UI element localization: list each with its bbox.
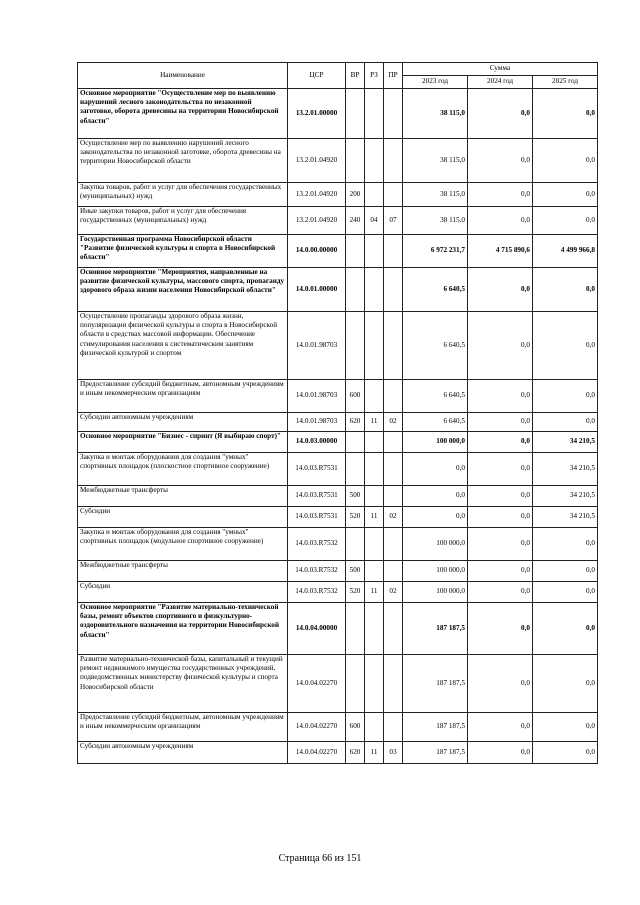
row-name: Межбюджетные трансферты	[78, 561, 288, 582]
header-name: Наименование	[78, 63, 288, 89]
row-code: 14.0.03.R7531	[288, 453, 346, 486]
row-vr: 620	[346, 413, 365, 432]
row-pr	[384, 561, 403, 582]
row-name: Осуществление пропаганды здорового образа жизни, популяризации физической культуры и спорта в Новосибирской области в средствах массовой информации. Обеспечение стимулирования населения к систематическим занятиям физической культурой и спортом	[78, 312, 288, 380]
row-sum-2025: 0,0	[533, 183, 598, 207]
row-sum-2024: 0,0	[468, 139, 533, 183]
row-vr	[346, 139, 365, 183]
row-sum-2023: 6 972 231,7	[403, 235, 468, 268]
table-row	[78, 655, 598, 713]
row-name: Субсидии автономным учреждениям	[78, 413, 288, 432]
row-name: Государственная программа Новосибирской области "Развитие физической культуры и спорта в Новосибирской области"	[78, 235, 288, 268]
row-code: 14.0.03.R7532	[288, 528, 346, 561]
row-sum-2024: 0,0	[468, 183, 533, 207]
row-rz	[365, 312, 384, 380]
row-sum-2024: 0,0	[468, 713, 533, 742]
header-year-2024: 2024 год	[468, 76, 533, 89]
row-vr	[346, 432, 365, 453]
row-pr	[384, 528, 403, 561]
row-rz	[365, 453, 384, 486]
row-vr: 500	[346, 561, 365, 582]
row-sum-2024: 0,0	[468, 742, 533, 764]
row-sum-2025: 0,0	[533, 207, 598, 235]
row-code: 14.0.03.R7531	[288, 486, 346, 507]
header-year-2025: 2025 год	[533, 76, 598, 89]
row-sum-2025: 0,0	[533, 528, 598, 561]
row-sum-2024: 0,0	[468, 380, 533, 413]
row-vr: 240	[346, 207, 365, 235]
header-csr: ЦСР	[288, 63, 346, 89]
row-sum-2023: 187 187,5	[403, 742, 468, 764]
row-sum-2023: 6 640,5	[403, 380, 468, 413]
row-rz	[365, 139, 384, 183]
row-sum-2024: 0,0	[468, 268, 533, 312]
row-sum-2023: 6 640,5	[403, 268, 468, 312]
row-vr	[346, 603, 365, 655]
table-row	[78, 507, 598, 528]
row-pr	[384, 713, 403, 742]
row-sum-2025: 0,0	[533, 603, 598, 655]
row-sum-2025: 0,0	[533, 413, 598, 432]
row-rz	[365, 561, 384, 582]
row-sum-2025: 34 210,5	[533, 432, 598, 453]
budget-table	[77, 62, 598, 764]
row-name: Основное мероприятие "Мероприятия, направленные на развитие физической культуры, массового спорта, пропаганду здорового образа жизни населения Новосибирской области"	[78, 268, 288, 312]
row-rz	[365, 380, 384, 413]
row-code: 14.0.04.02270	[288, 713, 346, 742]
row-sum-2023: 100 000,0	[403, 528, 468, 561]
row-sum-2025: 0,0	[533, 713, 598, 742]
table-row	[78, 603, 598, 655]
row-code: 14.0.01.98703	[288, 312, 346, 380]
row-sum-2024: 0,0	[468, 413, 533, 432]
row-pr	[384, 432, 403, 453]
row-vr	[346, 528, 365, 561]
row-vr	[346, 235, 365, 268]
row-sum-2023: 187 187,5	[403, 603, 468, 655]
row-sum-2024: 0,0	[468, 432, 533, 453]
row-code: 14.0.03.R7532	[288, 582, 346, 603]
row-name: Основное мероприятие "Осуществление мер по выявлению нарушений лесного законодательства по незаконной заготовке, оборота древесины на территории Новосибирской области"	[78, 89, 288, 139]
row-sum-2023: 6 640,5	[403, 312, 468, 380]
row-vr	[346, 268, 365, 312]
row-rz	[365, 432, 384, 453]
row-pr	[384, 486, 403, 507]
row-vr	[346, 453, 365, 486]
row-rz	[365, 235, 384, 268]
row-sum-2024: 0,0	[468, 655, 533, 713]
row-pr: 03	[384, 742, 403, 764]
row-vr: 600	[346, 380, 365, 413]
row-pr	[384, 235, 403, 268]
row-sum-2024: 0,0	[468, 486, 533, 507]
row-code: 14.0.03.R7531	[288, 507, 346, 528]
row-pr	[384, 183, 403, 207]
row-sum-2024: 0,0	[468, 507, 533, 528]
table-row	[78, 183, 598, 207]
row-vr	[346, 89, 365, 139]
row-sum-2025: 34 210,5	[533, 507, 598, 528]
row-sum-2023: 38 115,0	[403, 139, 468, 183]
table-row	[78, 453, 598, 486]
header-pr: ПР	[384, 63, 403, 89]
row-sum-2023: 38 115,0	[403, 183, 468, 207]
row-sum-2023: 100 000,0	[403, 561, 468, 582]
row-name: Предоставление субсидий бюджетным, автономным учреждениям и иным некоммерческим организациям	[78, 380, 288, 413]
row-name: Иные закупки товаров, работ и услуг для обеспечения государственных (муниципальных) нужд	[78, 207, 288, 235]
row-vr: 620	[346, 742, 365, 764]
row-sum-2025: 0,0	[533, 380, 598, 413]
table-row	[78, 713, 598, 742]
row-code: 13.2.01.00000	[288, 89, 346, 139]
row-pr: 02	[384, 413, 403, 432]
row-sum-2024: 0,0	[468, 528, 533, 561]
row-sum-2023: 0,0	[403, 486, 468, 507]
row-code: 14.0.03.R7532	[288, 561, 346, 582]
table-row	[78, 235, 598, 268]
row-sum-2023: 100 000,0	[403, 582, 468, 603]
row-name: Предоставление субсидий бюджетным, автономным учреждениям и иным некоммерческим организациям	[78, 713, 288, 742]
row-sum-2024: 4 715 890,6	[468, 235, 533, 268]
row-name: Субсидии	[78, 582, 288, 603]
row-pr	[384, 380, 403, 413]
table-row	[78, 268, 598, 312]
table-row	[78, 561, 598, 582]
row-sum-2024: 0,0	[468, 582, 533, 603]
row-pr	[384, 603, 403, 655]
row-code: 13.2.01.04920	[288, 207, 346, 235]
row-rz	[365, 486, 384, 507]
row-code: 13.2.01.04920	[288, 139, 346, 183]
table-row	[78, 486, 598, 507]
row-vr: 500	[346, 486, 365, 507]
row-sum-2023: 38 115,0	[403, 207, 468, 235]
row-sum-2025: 0,0	[533, 139, 598, 183]
row-sum-2024: 0,0	[468, 453, 533, 486]
row-name: Развитие материально-технической базы, капитальный и текущий ремонт недвижимого имущества государственных учреждений, подведомственных министерству физической культуры и спорта Новосибирской области	[78, 655, 288, 713]
row-sum-2023: 38 115,0	[403, 89, 468, 139]
row-rz	[365, 183, 384, 207]
row-code: 14.0.04.02270	[288, 655, 346, 713]
row-rz: 04	[365, 207, 384, 235]
row-sum-2023: 0,0	[403, 507, 468, 528]
row-code: 14.0.01.00000	[288, 268, 346, 312]
row-rz: 11	[365, 742, 384, 764]
table-row	[78, 89, 598, 139]
row-vr: 200	[346, 183, 365, 207]
row-sum-2023: 0,0	[403, 453, 468, 486]
table-row	[78, 432, 598, 453]
row-sum-2025: 0,0	[533, 89, 598, 139]
row-code: 14.0.03.00000	[288, 432, 346, 453]
header-year-2023: 2023 год	[403, 76, 468, 89]
row-name: Осуществление мер по выявлению нарушений лесного законодательства по незаконной заготовке, оборота древесины на территории Новосибирской области	[78, 139, 288, 183]
row-code: 14.0.01.98703	[288, 413, 346, 432]
row-sum-2025: 0,0	[533, 268, 598, 312]
row-sum-2023: 100 000,0	[403, 432, 468, 453]
page-number: Страница 66 из 151	[278, 853, 362, 864]
row-sum-2025: 0,0	[533, 582, 598, 603]
table-row	[78, 207, 598, 235]
row-pr	[384, 312, 403, 380]
row-sum-2025: 0,0	[533, 561, 598, 582]
row-name: Закупка товаров, работ и услуг для обеспечения государственных (муниципальных) нужд	[78, 183, 288, 207]
row-code: 13.2.01.04920	[288, 183, 346, 207]
header-rz: РЗ	[365, 63, 384, 89]
row-rz: 11	[365, 507, 384, 528]
row-vr	[346, 312, 365, 380]
row-sum-2025: 0,0	[533, 742, 598, 764]
row-pr: 02	[384, 582, 403, 603]
header-sum: Сумма	[403, 63, 598, 76]
row-vr: 520	[346, 507, 365, 528]
row-name: Закупка и монтаж оборудования для создания "умных" спортивных площадок (модульное спортивное сооружение)	[78, 528, 288, 561]
row-name: Субсидии автономным учреждениям	[78, 742, 288, 764]
row-vr: 520	[346, 582, 365, 603]
table-row	[78, 380, 598, 413]
row-sum-2024: 0,0	[468, 312, 533, 380]
table-row	[78, 312, 598, 380]
row-sum-2025: 34 210,5	[533, 486, 598, 507]
row-sum-2024: 0,0	[468, 89, 533, 139]
row-name: Межбюджетные трансферты	[78, 486, 288, 507]
row-rz	[365, 603, 384, 655]
row-code: 14.0.04.00000	[288, 603, 346, 655]
row-code: 14.0.01.98703	[288, 380, 346, 413]
row-sum-2023: 187 187,5	[403, 655, 468, 713]
table-row	[78, 413, 598, 432]
row-name: Закупка и монтаж оборудования для создания "умных" спортивных площадок (плоскостное спортивное сооружение)	[78, 453, 288, 486]
row-sum-2024: 0,0	[468, 603, 533, 655]
row-pr: 02	[384, 507, 403, 528]
row-sum-2025: 34 210,5	[533, 453, 598, 486]
row-pr	[384, 268, 403, 312]
row-rz: 11	[365, 413, 384, 432]
table-row	[78, 582, 598, 603]
row-sum-2024: 0,0	[468, 561, 533, 582]
row-rz	[365, 89, 384, 139]
row-rz: 11	[365, 582, 384, 603]
row-vr: 600	[346, 713, 365, 742]
row-rz	[365, 268, 384, 312]
row-vr	[346, 655, 365, 713]
table-row	[78, 528, 598, 561]
row-name: Основное мероприятие "Бизнес - спринт (Я выбираю спорт)"	[78, 432, 288, 453]
header-vr: ВР	[346, 63, 365, 89]
row-sum-2023: 6 640,5	[403, 413, 468, 432]
table-row	[78, 139, 598, 183]
row-pr	[384, 655, 403, 713]
row-sum-2025: 4 499 966,8	[533, 235, 598, 268]
row-pr	[384, 453, 403, 486]
row-pr: 07	[384, 207, 403, 235]
row-sum-2023: 187 187,5	[403, 713, 468, 742]
row-rz	[365, 713, 384, 742]
table-row	[78, 742, 598, 764]
row-sum-2024: 0,0	[468, 207, 533, 235]
row-pr	[384, 139, 403, 183]
row-name: Основное мероприятие "Развитие материально-технической базы, ремонт объектов спортивного и физкультурно-оздоровительного назначения на территории Новосибирской области"	[78, 603, 288, 655]
row-rz	[365, 655, 384, 713]
row-code: 14.0.00.00000	[288, 235, 346, 268]
row-name: Субсидии	[78, 507, 288, 528]
row-pr	[384, 89, 403, 139]
row-sum-2025: 0,0	[533, 655, 598, 713]
row-rz	[365, 528, 384, 561]
row-sum-2025: 0,0	[533, 312, 598, 380]
row-code: 14.0.04.02270	[288, 742, 346, 764]
